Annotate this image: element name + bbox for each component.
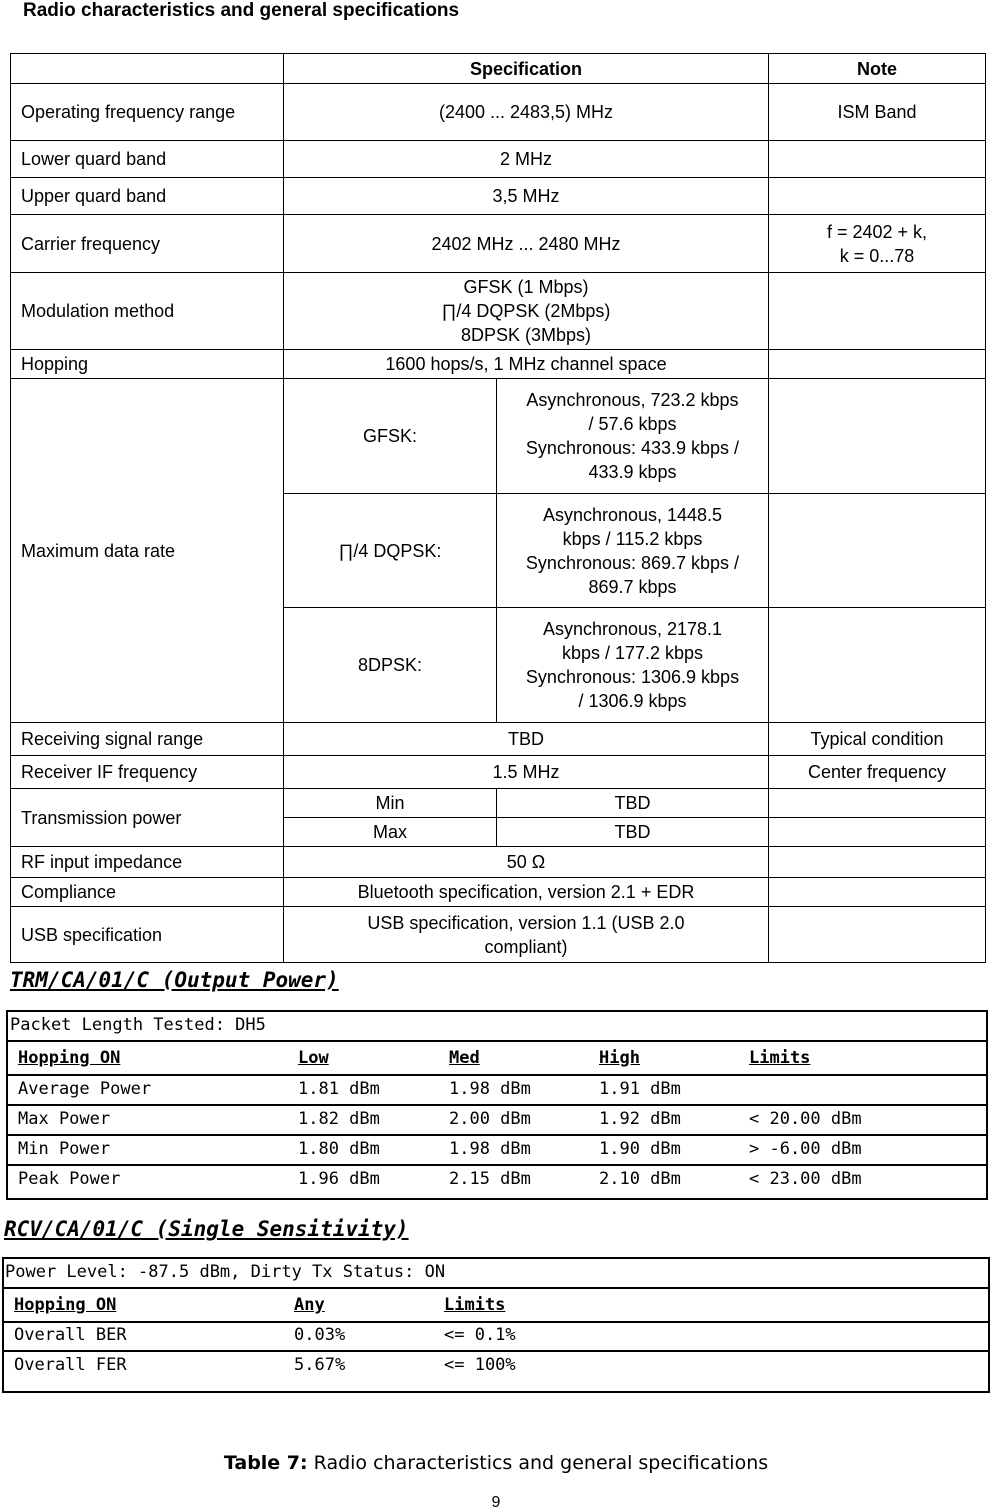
row-note	[769, 494, 986, 608]
value-line: GFSK (1 Mbps)	[463, 277, 589, 297]
row-label: Maximum data rate	[11, 379, 284, 723]
row-low: 1.96 dBm	[298, 1169, 380, 1189]
table-row	[11, 907, 986, 963]
row-value: 1600 hops/s, 1 MHz channel space	[284, 350, 769, 379]
row-value: 1.5 MHz	[284, 756, 769, 789]
header-note: Note	[769, 54, 986, 84]
value-line: ∏/4 DQPSK (2Mbps)	[441, 301, 611, 321]
row-high: 1.92 dBm	[599, 1109, 681, 1129]
caption-label: Table 7:	[223, 1452, 308, 1474]
row-note	[769, 215, 986, 273]
value-line: Synchronous: 433.9 kbps /	[525, 438, 740, 458]
row-label: Operating frequency range	[11, 84, 284, 141]
header-specification: Specification	[284, 54, 769, 84]
row-note: ISM Band	[769, 84, 986, 141]
table-row	[11, 723, 986, 756]
row-name: Peak Power	[18, 1169, 121, 1189]
row-limit: < 20.00 dBm	[749, 1109, 862, 1129]
table-row	[11, 789, 986, 818]
row-label: RF input impedance	[11, 847, 284, 878]
row-value: 3,5 MHz	[284, 178, 769, 215]
col-med: Med	[449, 1048, 480, 1068]
rate-value	[497, 379, 769, 494]
table-row	[11, 350, 986, 379]
row-med: 1.98 dBm	[449, 1079, 531, 1099]
table-row	[11, 379, 986, 494]
row-note	[769, 379, 986, 494]
sensitivity-title: RCV/CA/01/C (Single Sensitivity)	[4, 1217, 409, 1241]
spec-table	[10, 53, 986, 963]
row-low: 1.82 dBm	[298, 1109, 380, 1129]
row-label: Lower quard band	[11, 141, 284, 178]
row-low: 1.80 dBm	[298, 1139, 380, 1159]
row-med: 1.98 dBm	[449, 1139, 531, 1159]
row-note	[769, 141, 986, 178]
table-row	[11, 847, 986, 878]
row-note: Typical condition	[769, 723, 986, 756]
sensitivity-box	[2, 1257, 990, 1393]
value-line: compliant)	[484, 936, 568, 957]
row-limit: <= 100%	[444, 1355, 516, 1375]
row-value	[284, 273, 769, 350]
table-row	[11, 178, 986, 215]
row-value: 2 MHz	[284, 141, 769, 178]
value-line: / 57.6 kbps	[588, 414, 677, 434]
value-line: Asynchronous, 1448.5	[542, 504, 723, 525]
row-high: 2.10 dBm	[599, 1169, 681, 1189]
mode-label: 8DPSK:	[284, 608, 497, 723]
row-note	[769, 273, 986, 350]
row-limit: <= 0.1%	[444, 1325, 516, 1345]
tx-min-label: Min	[284, 789, 497, 818]
row-label: Transmission power	[11, 789, 284, 847]
row-note: Center frequency	[769, 756, 986, 789]
row-note	[769, 350, 986, 379]
row-value: (2400 ... 2483,5) MHz	[284, 84, 769, 141]
row-value	[284, 907, 769, 963]
divider	[4, 1287, 988, 1289]
value-line: / 1306.9 kbps	[578, 691, 687, 711]
row-name: Max Power	[18, 1109, 111, 1129]
row-label: USB specification	[11, 907, 284, 963]
output-power-box	[6, 1010, 988, 1200]
row-note	[769, 608, 986, 723]
tx-max-value: TBD	[497, 818, 769, 847]
row-note	[769, 178, 986, 215]
row-any: 5.67%	[294, 1355, 346, 1375]
packet-length-text: Packet Length Tested: DH5	[10, 1015, 266, 1035]
row-med: 2.00 dBm	[449, 1109, 531, 1129]
col-limits: Limits	[444, 1295, 506, 1315]
row-label: Carrier frequency	[11, 215, 284, 273]
row-label: Upper quard band	[11, 178, 284, 215]
value-line: Asynchronous, 723.2 kbps	[526, 390, 739, 410]
table-row	[11, 273, 986, 350]
page-number: 9	[491, 1494, 501, 1511]
value-line: Asynchronous, 2178.1	[542, 619, 723, 639]
table-row	[11, 84, 986, 141]
col-limits: Limits	[749, 1048, 811, 1068]
rate-value	[497, 608, 769, 723]
row-note	[769, 818, 986, 847]
value-line: Synchronous: 1306.9 kbps	[525, 667, 740, 687]
col-hopping: Hopping ON	[18, 1048, 121, 1068]
col-any: Any	[294, 1295, 325, 1315]
output-power-title: TRM/CA/01/C (Output Power)	[10, 968, 339, 992]
divider	[8, 1164, 986, 1166]
row-value: TBD	[284, 723, 769, 756]
tx-max-label: Max	[284, 818, 497, 847]
caption-text: Radio characteristics and general specifications	[307, 1452, 769, 1474]
mode-label: GFSK:	[284, 379, 497, 494]
row-name: Overall BER	[14, 1325, 127, 1345]
table-caption	[0, 1452, 992, 1474]
value-line: kbps / 177.2 kbps	[561, 643, 704, 663]
row-med: 2.15 dBm	[449, 1169, 531, 1189]
value-line: Synchronous: 869.7 kbps /	[525, 552, 740, 573]
row-note	[769, 789, 986, 818]
row-name: Min Power	[18, 1139, 111, 1159]
row-high: 1.90 dBm	[599, 1139, 681, 1159]
value-line: 869.7 kbps	[588, 576, 677, 597]
divider	[4, 1350, 988, 1352]
row-value: 2402 MHz ... 2480 MHz	[284, 215, 769, 273]
mode-label: ∏/4 DQPSK:	[284, 494, 497, 608]
row-label: Compliance	[11, 878, 284, 907]
value-line: 8DPSK (3Mbps)	[460, 325, 592, 345]
divider	[8, 1040, 986, 1042]
col-high: High	[599, 1048, 640, 1068]
note-line: f = 2402 + k,	[826, 221, 928, 242]
row-label: Receiver IF frequency	[11, 756, 284, 789]
value-line: 433.9 kbps	[588, 462, 677, 482]
col-low: Low	[298, 1048, 329, 1068]
power-level-text: Power Level: -87.5 dBm, Dirty Tx Status: ON	[5, 1262, 446, 1282]
divider	[8, 1134, 986, 1136]
row-high: 1.91 dBm	[599, 1079, 681, 1099]
table-header-row	[11, 54, 986, 84]
divider	[8, 1104, 986, 1106]
row-limit: < 23.00 dBm	[749, 1169, 862, 1189]
value-line: kbps / 115.2 kbps	[562, 528, 703, 549]
row-name: Overall FER	[14, 1355, 127, 1375]
row-name: Average Power	[18, 1079, 152, 1099]
divider	[4, 1321, 988, 1323]
rate-value	[497, 494, 769, 608]
tx-min-value: TBD	[497, 789, 769, 818]
table-row	[11, 215, 986, 273]
col-hopping: Hopping ON	[14, 1295, 117, 1315]
row-label: Receiving signal range	[11, 723, 284, 756]
row-value: Bluetooth specification, version 2.1 + EDR	[284, 878, 769, 907]
page-title: Radio characteristics and general specifications	[23, 0, 460, 21]
row-note	[769, 907, 986, 963]
table-row	[11, 878, 986, 907]
row-any: 0.03%	[294, 1325, 346, 1345]
note-line: k = 0...78	[839, 245, 915, 266]
row-note	[769, 847, 986, 878]
table-row	[11, 756, 986, 789]
row-limit: > -6.00 dBm	[749, 1139, 862, 1159]
row-label: Modulation method	[11, 273, 284, 350]
row-low: 1.81 dBm	[298, 1079, 380, 1099]
divider	[8, 1074, 986, 1076]
row-note	[769, 878, 986, 907]
header-blank	[11, 54, 284, 84]
table-row	[11, 141, 986, 178]
row-value: 50 Ω	[284, 847, 769, 878]
value-line: USB specification, version 1.1 (USB 2.0	[367, 912, 685, 933]
row-label: Hopping	[11, 350, 284, 379]
